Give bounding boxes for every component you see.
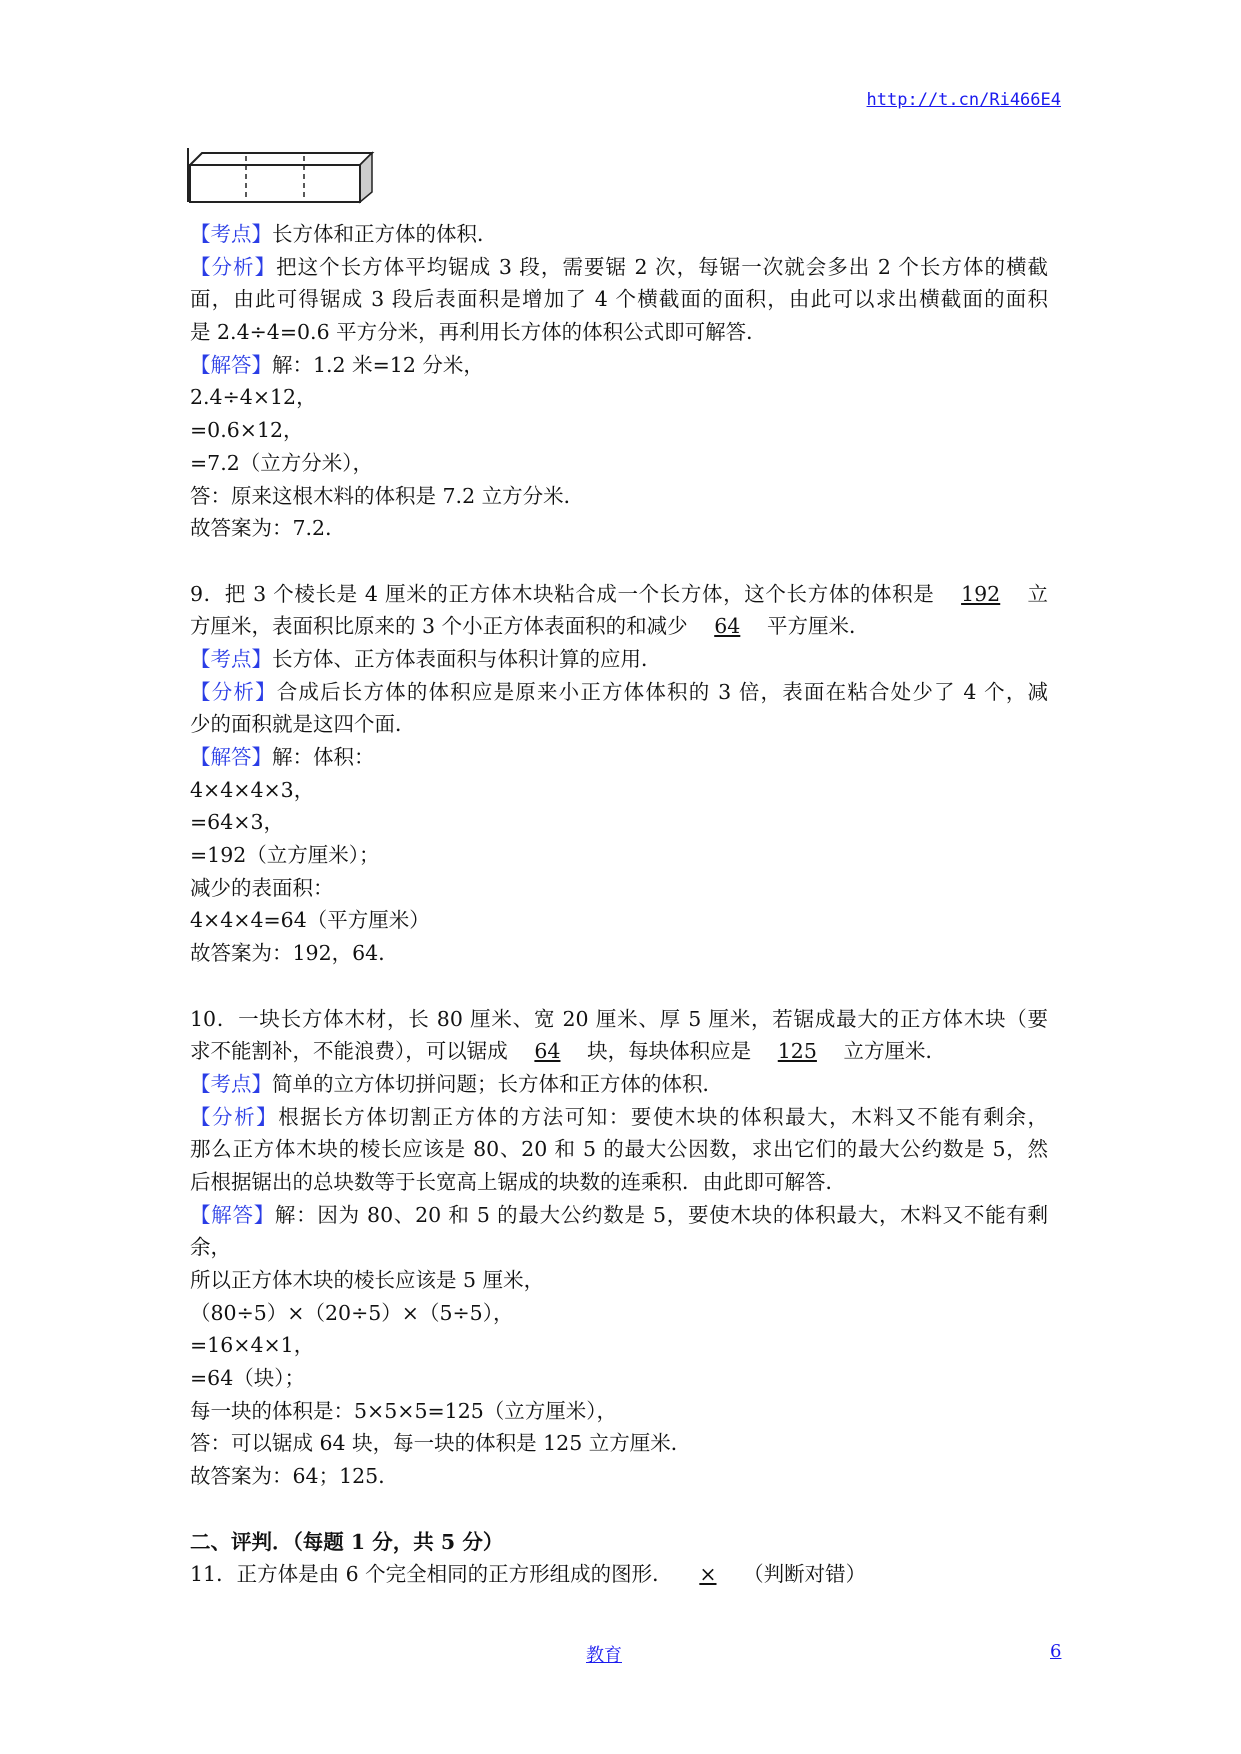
answer-blank: 192 [961,581,1001,606]
line-text: =16×4×1， [190,1333,315,1358]
line-text: =0.6×12， [190,418,304,443]
text-line [190,512,1048,545]
text-line [190,447,1048,480]
text-line [190,1068,1048,1101]
section-tag: 【解答】 [190,352,272,377]
text-line [190,1035,1048,1068]
section-tag: 【解答】 [190,1202,275,1227]
section-tag-label: 分析 [211,254,255,279]
line-text: 面，由此可得锯成 3 段后表面积是增加了 4 个横截面的面积，由此可以求出横截面的面积 [190,287,1048,312]
section-tag: 【考点】 [190,1071,272,1096]
blank-line [190,970,1048,1003]
blank-line [190,1493,1048,1526]
section-tag: 【分析】 [190,1104,279,1129]
line-text: =64（块）； [190,1366,306,1391]
section-tag: 【分析】 [190,254,277,279]
answer-blank: 64 [714,614,741,639]
line-text: 11．正方体是由 6 个完全相同的正方形组成的图形． [190,1562,673,1587]
line-text: 立 [1026,581,1048,606]
line-text: 求不能割补，不能浪费），可以锯成 [190,1039,508,1064]
line-text: 简单的立方体切拼问题；长方体和正方体的体积． [272,1071,723,1096]
header-url-link[interactable]: http://t.cn/Ri466E4 [866,90,1061,110]
line-text: 所以正方体木块的棱长应该是 5 厘米， [190,1268,545,1292]
line-text: 解：1.2 米=12 分米， [272,352,484,377]
text-line [190,806,1048,839]
line-text: 解：因为 80、20 和 5 的最大公约数是 5，要使木块的体积最大，木料又不能有剩 [274,1202,1048,1227]
answer-blank: × [699,1562,717,1587]
text-line [190,708,1048,741]
text-line [190,643,1048,676]
text-line [190,610,1048,643]
text-line [190,1133,1048,1166]
line-text: 是 2.4÷4=0.6 平方分米，再利用长方体的体积公式即可解答． [190,320,767,345]
line-text: 答：可以锯成 64 块，每一块的体积是 125 立方厘米． [190,1431,692,1456]
line-text: 少的面积就是这四个面． [190,712,416,737]
line-text: 把这个长方体平均锯成 3 段，需要锯 2 次，每锯一次就会多出 2 个长方体的横截 [276,254,1048,279]
text-line [190,1427,1048,1460]
text-line [190,414,1048,447]
section-heading [190,1526,1048,1559]
line-text: （80÷5）×（20÷5）×（5÷5）， [190,1300,514,1325]
line-text: 平方厘米． [766,614,870,639]
text-line [190,1460,1048,1493]
text-line [190,1558,1048,1591]
line-text: 解：体积： [272,745,375,769]
text-line [190,349,1048,382]
section-tag-label: 解答 [210,745,252,769]
line-text: 10．一块长方体木材，长 80 厘米、宽 20 厘米、厚 5 厘米，若锯成最大的正方体木块（要 [190,1006,1048,1031]
text-line [190,218,1048,251]
section-tag-label: 分析 [212,1104,257,1129]
line-text: 方厘米，表面积比原来的 3 个小正方体表面积的和减少 [190,614,688,639]
text-line [190,1231,1048,1264]
text-line [190,1166,1048,1199]
line-text: 答：原来这根木料的体积是 7.2 立方分米． [190,483,585,508]
section-tag-label: 考点 [210,1071,252,1096]
line-text: 故答案为：192，64． [190,941,399,966]
line-text: =64×3， [190,810,284,835]
line-text: 余， [190,1235,231,1260]
text-line [190,1329,1048,1362]
text-line [190,676,1048,709]
line-text: 2.4÷4×12， [190,385,317,410]
line-text: =7.2（立方分米）， [190,450,374,475]
answer-blank: 125 [777,1039,817,1064]
line-text: 合成后长方体的体积应是原来小正方体体积的 3 倍，表面在粘合处少了 4 个，减 [276,679,1048,704]
section-tag-label: 分析 [211,679,256,704]
document-body [190,218,1048,1591]
section-tag: 【解答】 [190,745,272,769]
text-line [190,480,1048,513]
line-text: 每一块的体积是：5×5×5=125（立方厘米）， [190,1398,618,1423]
section-tag-label: 考点 [210,222,252,246]
line-text: 长方体和正方体的体积． [272,222,498,246]
line-text: 那么正方体木块的棱长应该是 80、20 和 5 的最大公因数，求出它们的最大公约数是 5，然 [190,1137,1048,1162]
blank-line [190,545,1048,578]
line-text: 立方厘米． [843,1039,947,1064]
text-line [190,578,1048,611]
line-text: 故答案为：64；125． [190,1464,399,1489]
section-tag-label: 解答 [210,352,252,377]
footer-link[interactable]: 教育 [586,1645,622,1666]
page-number[interactable]: 6 [1050,1641,1062,1662]
line-text: 块，每块体积应是 [587,1039,752,1064]
text-line [190,1003,1048,1036]
line-text: 二、评判．（每题 1 分，共 5 分） [190,1529,504,1554]
section-tag: 【考点】 [190,222,272,246]
text-line [190,1101,1048,1134]
line-text: 根据长方体切割正方体的方法可知：要使木块的体积最大，木料又不能有剩余， [278,1104,1048,1129]
cuboid-figure [186,148,376,206]
text-line [190,1199,1048,1232]
answer-blank: 64 [534,1039,561,1064]
text-line [190,872,1048,905]
text-line [190,1264,1048,1297]
text-line [190,381,1048,414]
section-tag: 【考点】 [190,646,272,671]
line-text: 9．把 3 个棱长是 4 厘米的正方体木块粘合成一个长方体，这个长方体的体积是 [190,581,935,606]
text-line [190,741,1048,774]
line-text: 4×4×4=64（平方厘米） [190,908,430,933]
text-line [190,839,1048,872]
text-line [190,774,1048,807]
text-line [190,251,1048,284]
section-tag: 【分析】 [190,679,277,704]
text-line [190,1395,1048,1428]
line-text: （判断对错） [743,1562,867,1587]
line-text: 故答案为：7.2． [190,516,346,541]
line-text: 后根据锯出的总块数等于长宽高上锯成的块数的连乘积．由此即可解答． [190,1169,846,1194]
line-text: 减少的表面积： [190,875,334,900]
text-line [190,904,1048,937]
text-line [190,1297,1048,1330]
section-tag-label: 解答 [211,1202,254,1227]
text-line [190,1362,1048,1395]
line-text: 4×4×4×3， [190,777,315,802]
line-text: =192（立方厘米）； [190,843,380,868]
text-line [190,937,1048,970]
line-text: 长方体、正方体表面积与体积计算的应用． [272,646,662,671]
text-line [190,283,1048,316]
section-tag-label: 考点 [210,646,252,671]
text-line [190,316,1048,349]
